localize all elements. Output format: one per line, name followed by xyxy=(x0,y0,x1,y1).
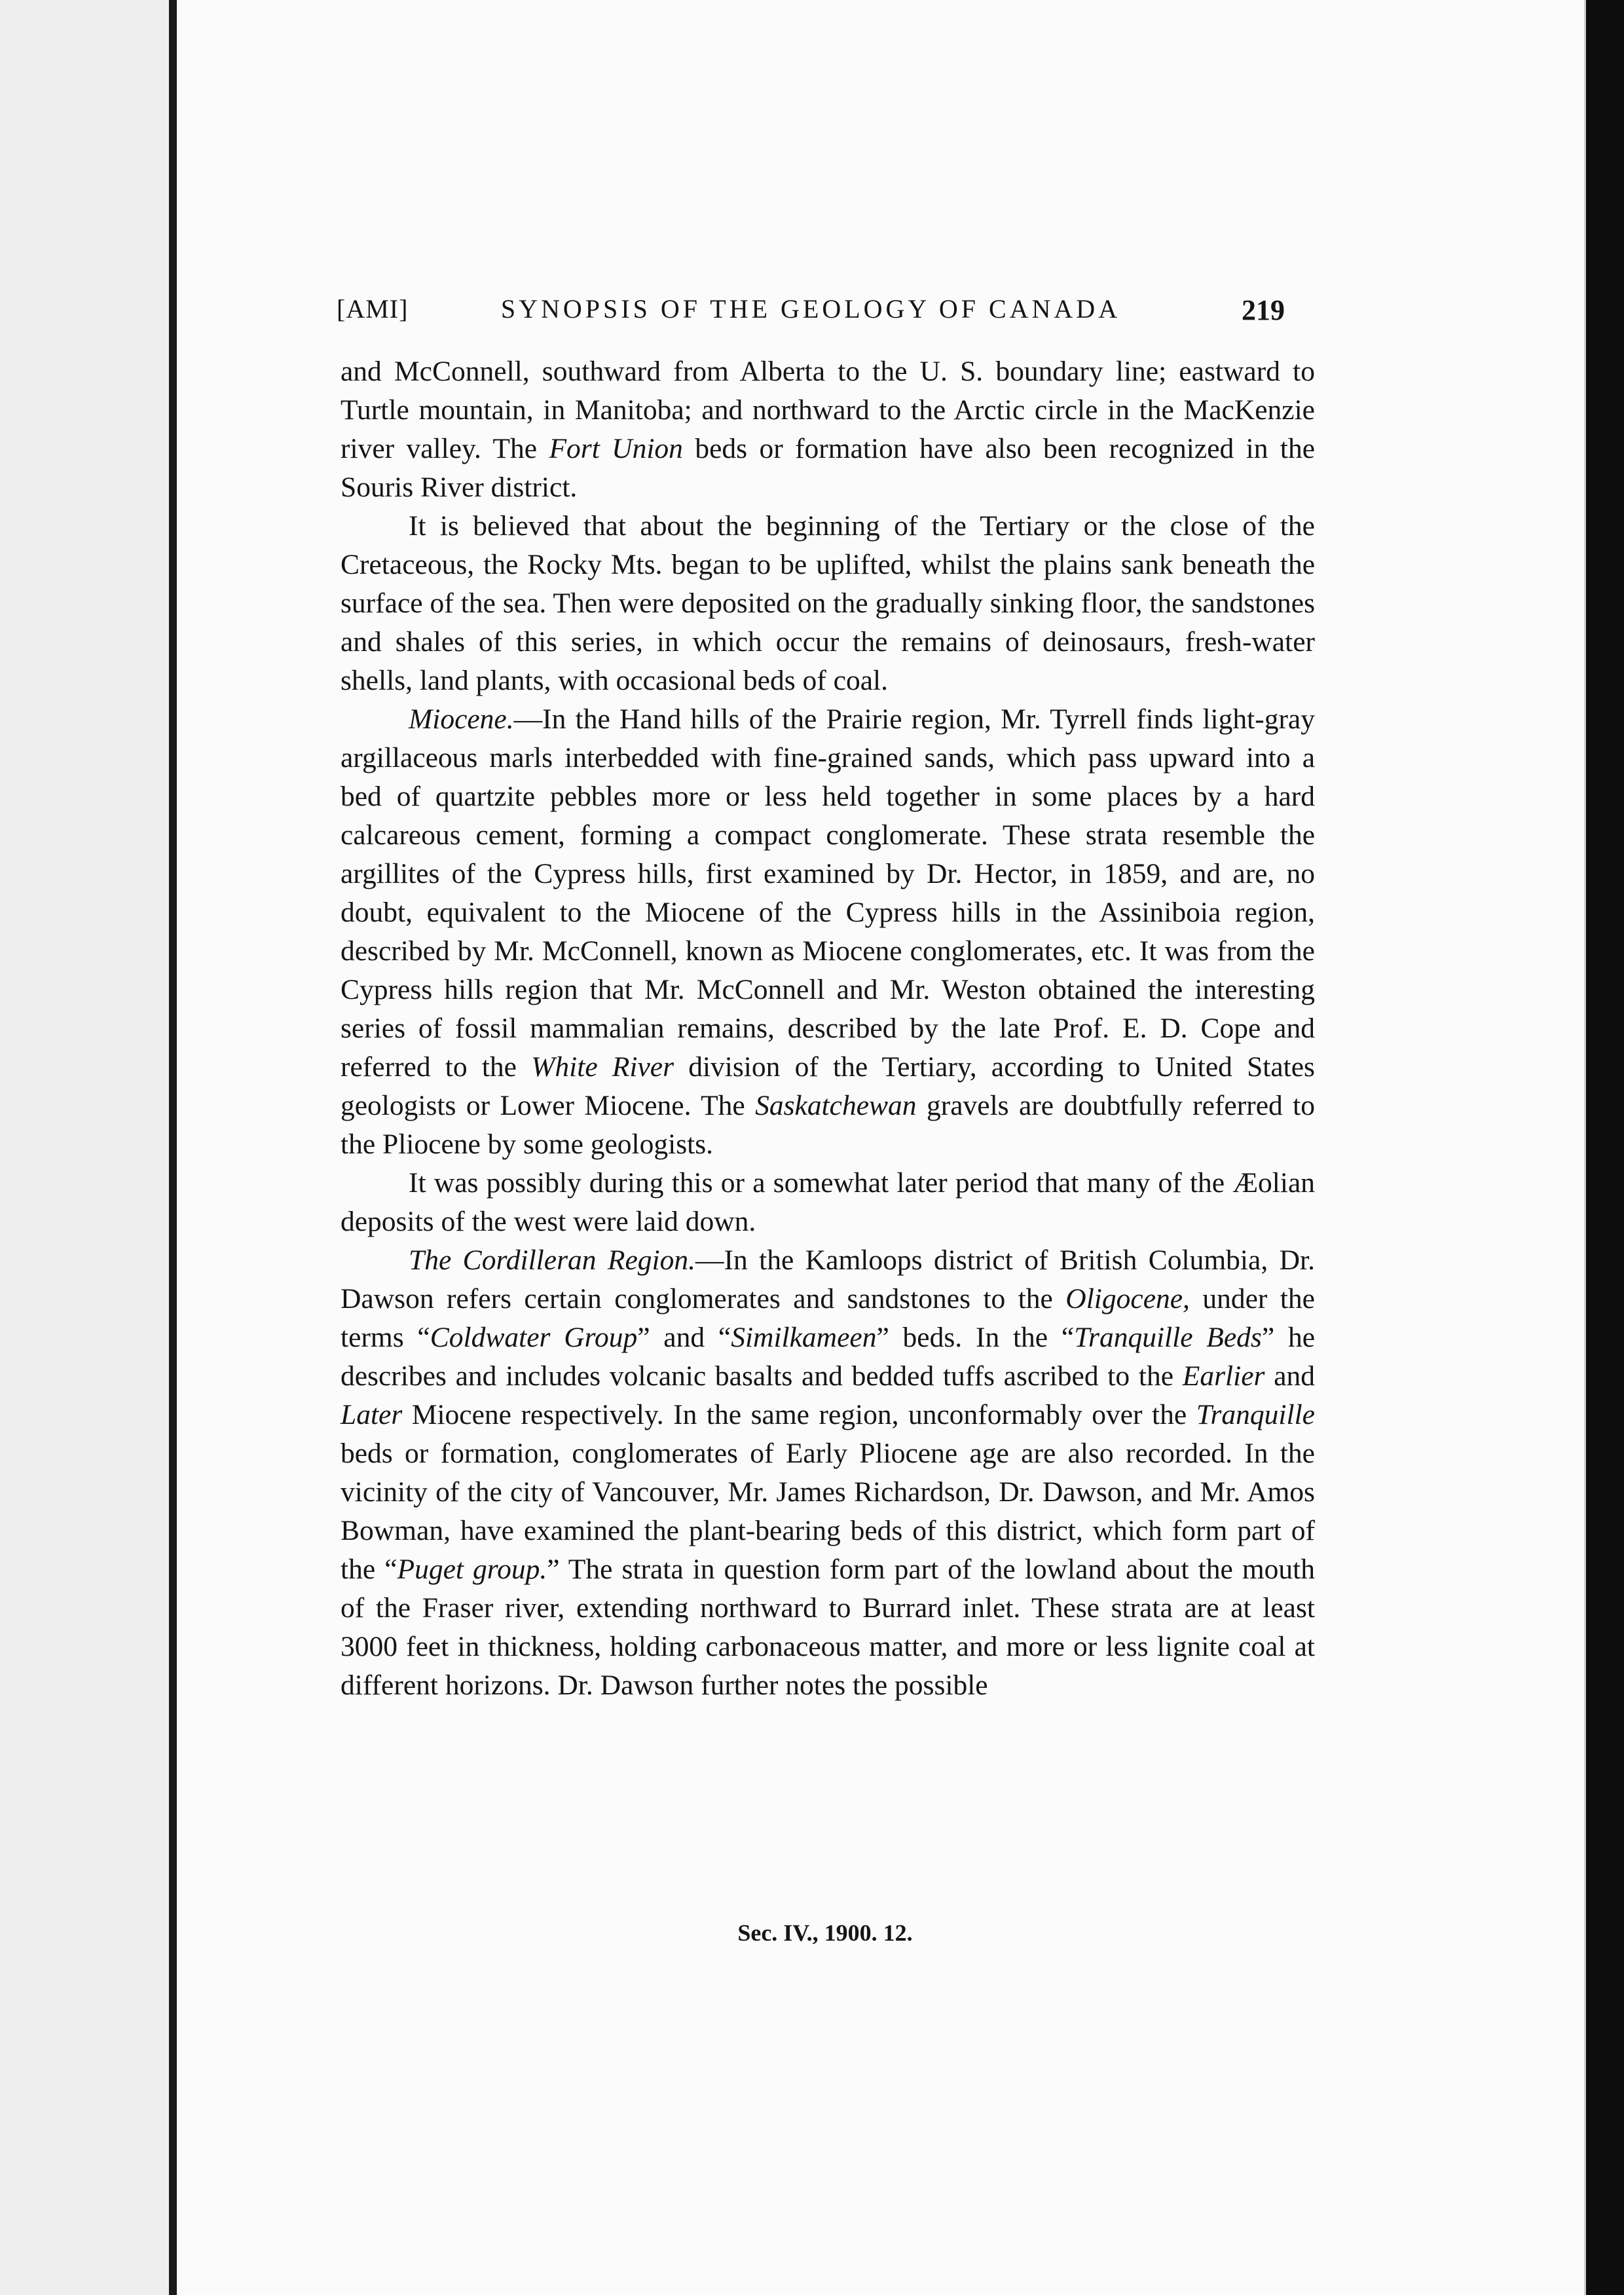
running-header xyxy=(337,293,1285,326)
italic-term: The Cordilleran Region. xyxy=(409,1244,696,1276)
italic-term: Tranquille xyxy=(1196,1399,1315,1430)
scan-right-edge xyxy=(1586,0,1624,2295)
text-run: gravels are doubtfully referred to the Pliocene by some geologists. xyxy=(341,1090,1315,1160)
italic-term: Similkameen xyxy=(731,1322,877,1353)
scan-left-margin xyxy=(0,0,169,2295)
italic-term: Miocene. xyxy=(409,703,514,735)
body-text xyxy=(341,352,1315,1705)
signature-text: Sec. IV., 1900. 12. xyxy=(737,1920,913,1946)
text-run: —In the Kamloops district of British Columbia, Dr. Dawson refers certain conglomerates and sandstones to the xyxy=(341,1244,1315,1315)
italic-term: Fort Union xyxy=(549,433,683,464)
paragraph xyxy=(341,700,1315,1164)
italic-term: White River xyxy=(531,1051,674,1083)
text-run: —In the Hand hills of the Prairie region, Mr. Tyrrell finds light-gray argillaceous marls interbedded with fine-grained sands, which pass upward into a bed of quartzite pebbles more or less held together in some places by a hard calcareous cement, forming a compact conglomerate. These strata resemble the argillites of the Cypress hills, first examined by Dr. Hector, in 1859, and are, no doubt, equivalent to the Miocene of the Cypress hills in the Assiniboia region, described by Mr. McConnell, known as Miocene conglomerates, etc. It was from the Cypress hills region that Mr. McConnell and Mr. Weston obtained the interesting series of fossil mammalian remains, described by the late Prof. E. D. Cope and referred to the xyxy=(341,703,1315,1083)
text-run: under the terms “ xyxy=(341,1283,1315,1353)
italic-term: Earlier xyxy=(1182,1360,1265,1392)
text-run: It is believed that about the beginning of the Tertiary or the close of the Cretaceous, the Rocky Mts. began to be uplifted, whilst the plains sank beneath the surface of the sea. Then were deposited on the gradually sinking floor, the sandstones and shales of this series, in which occur the remains of deinosaurs, fresh-water shells, land plants, with occasional beds of coal. xyxy=(341,510,1315,696)
header-title: SYNOPSIS OF THE GEOLOGY OF CANADA xyxy=(500,294,1121,324)
paragraph xyxy=(341,352,1315,507)
paragraph xyxy=(341,1164,1315,1241)
italic-term: Coldwater Group xyxy=(430,1322,638,1353)
paragraph xyxy=(341,507,1315,700)
italic-term: Saskatchewan xyxy=(755,1090,917,1121)
text-run: division of the Tertiary, according to United States geologists or Lower Miocene. The xyxy=(341,1051,1315,1121)
text-run: and xyxy=(1264,1360,1316,1392)
text-run: and McConnell, southward from Alberta to the U. S. boundary line; eastward to Turtle mountain, in Manitoba; and northward to the Arctic circle in the MacKenzie river valley. The xyxy=(341,356,1315,464)
text-run: It was possibly during this or a somewhat later period that many of the Æolian deposits of the west were laid down. xyxy=(341,1167,1315,1237)
italic-term: Puget group. xyxy=(397,1554,547,1585)
page-gutter-edge xyxy=(169,0,177,2295)
header-reference: [AMI] xyxy=(337,294,409,324)
page-number: 219 xyxy=(1242,294,1285,326)
text-run: ” he describes and includes volcanic basalts and bedded tuffs ascribed to the xyxy=(341,1322,1316,1392)
text-run: ” and “ xyxy=(637,1322,731,1353)
italic-term: Later xyxy=(341,1399,403,1430)
text-run: Miocene respectively. In the same region, unconformably over the xyxy=(402,1399,1196,1430)
signature-line xyxy=(0,1919,1624,1947)
paragraph xyxy=(341,1241,1315,1705)
text-run: ” beds. In the “ xyxy=(876,1322,1075,1353)
text-run: ” The strata in question form part of the lowland about the mouth of the Fraser river, extending northward to Burrard inlet. These strata are at least 3000 feet in thickness, holding carbonaceous matter, and more or less lignite coal at different horizons. Dr. Dawson further notes the possible xyxy=(341,1554,1315,1701)
italic-term: Tranquille Beds xyxy=(1074,1322,1262,1353)
text-run: beds or formation have also been recognized in the Souris River district. xyxy=(341,433,1315,503)
text-run: beds or formation, conglomerates of Early Pliocene age are also recorded. In the vicinity of the city of Vancouver, Mr. James Richardson, Dr. Dawson, and Mr. Amos Bowman, have examined the plant-bearing beds of this district, which form part of the “ xyxy=(341,1438,1315,1585)
italic-term: Oligocene, xyxy=(1065,1283,1190,1315)
